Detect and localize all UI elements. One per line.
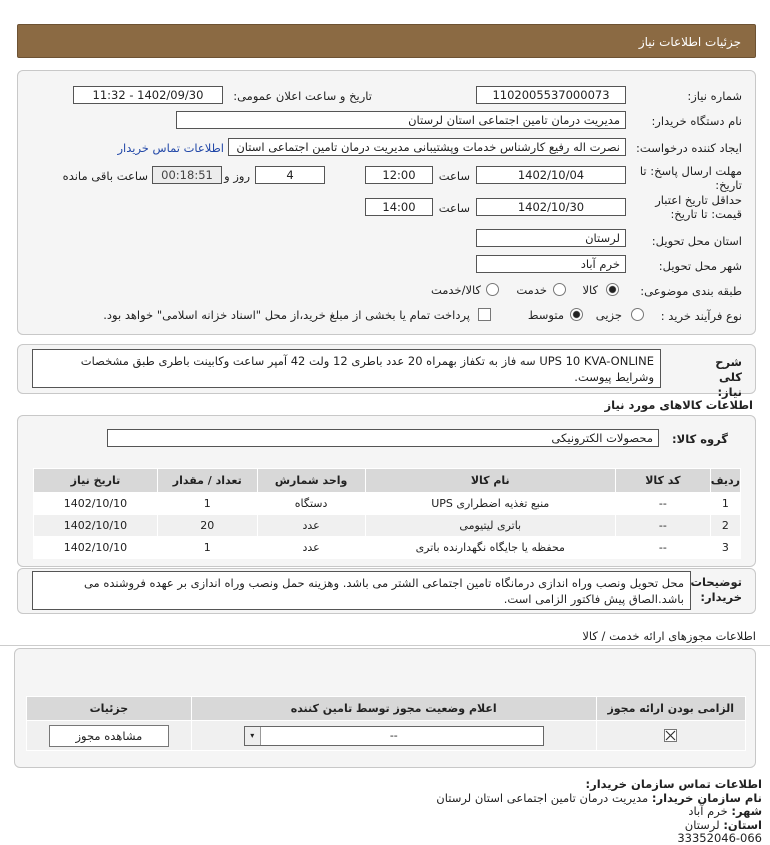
cell-date: 1402/10/10	[34, 537, 158, 559]
treasury-note: پرداخت تمام یا بخشی از مبلغ خرید،از محل "اسناد خزانه اسلامی" خواهد بود.	[103, 308, 470, 322]
process-medium-radio[interactable]	[570, 308, 583, 321]
days-label: روز و	[224, 169, 250, 183]
cell-row: 2	[710, 515, 740, 537]
announce-field[interactable]: 1402/09/30 - 11:32	[73, 86, 223, 104]
buyer-notes-label: توضیحات خریدار:	[690, 575, 742, 604]
contact-city-label: شهر:	[731, 804, 762, 818]
contact-province-value: لرستان	[684, 817, 720, 832]
days-field[interactable]: 4	[255, 166, 325, 184]
cell-code: --	[615, 493, 710, 515]
cell-date: 1402/10/10	[34, 515, 158, 537]
category-goods-radio[interactable]	[606, 283, 619, 296]
buyer-org-field[interactable]: مدیریت درمان تامین اجتماعی استان لرستان	[176, 111, 626, 129]
province-label: استان محل تحویل:	[651, 234, 742, 248]
page-title: جزئیات اطلاعات نیاز	[638, 35, 741, 49]
col-name: نام کالا	[365, 469, 615, 493]
category-service-radio[interactable]	[553, 283, 566, 296]
cell-name: منبع تغذیه اضطراری UPS	[365, 493, 615, 515]
permit-status-select[interactable]	[244, 726, 544, 746]
need-number-field[interactable]: 1102005537000073	[476, 86, 626, 104]
buyer-notes-box	[32, 571, 691, 610]
description-box	[32, 349, 661, 388]
process-medium-label: متوسط	[527, 308, 564, 322]
cell-code: --	[615, 537, 710, 559]
permit-required-cell	[596, 721, 745, 751]
cell-unit: دستگاه	[257, 493, 365, 515]
description-text: UPS 10 KVA-ONLINE سه فاز به تکفاز بهمراه 20 عدد باطری 12 ولت 42 آمپر ساعت وکابینت باطری طبق مشخصات وشرایط پیوست.	[80, 354, 654, 384]
contact-org-value: مدیریت درمان تامین اجتماعی استان لرستان	[436, 790, 649, 805]
treasury-checkbox[interactable]	[478, 308, 491, 321]
creator-field[interactable]: نصرت اله رفیع کارشناس خدمات وپشتیبانی مدیریت درمان تامین اجتماعی استان	[228, 138, 626, 156]
permit-status-cell	[191, 721, 596, 751]
permits-table	[26, 696, 746, 751]
cell-row: 3	[710, 537, 740, 559]
buyer-notes-text: محل تحویل ونصب وراه اندازی درمانگاه تامین اجتماعی الشتر می باشد. وهزینه حمل ونصب وراه اندازی بر عهده فروشنده می باشد.الصاق پیش فاکتور الزامی است.	[83, 576, 684, 606]
col-permit-required: الزامی بودن ارائه مجوز	[596, 697, 745, 721]
permits-table-header	[27, 697, 746, 721]
cell-unit: عدد	[257, 537, 365, 559]
cell-qty: 1	[157, 493, 257, 515]
permit-required-checkbox[interactable]	[664, 729, 677, 742]
category-label: طبقه بندی موضوعی:	[640, 284, 742, 298]
table-row[interactable]	[34, 515, 741, 537]
description-label: شرح کلی نیاز:	[715, 355, 742, 399]
city-label: شهر محل تحویل:	[658, 259, 742, 273]
col-code: کد کالا	[615, 469, 710, 493]
view-permit-button[interactable]: مشاهده مجوز	[49, 725, 169, 747]
cell-qty: 1	[157, 537, 257, 559]
x-mark-icon	[665, 730, 676, 741]
col-row: ردیف	[710, 469, 740, 493]
permits-title: اطلاعات مجوزهای ارائه خدمت / کالا	[582, 629, 756, 643]
cell-date: 1402/10/10	[34, 493, 158, 515]
announce-label: تاریخ و ساعت اعلان عمومی:	[233, 89, 372, 103]
validity-label: حداقل تاریخ اعتبار قیمت: تا تاریخ:	[655, 193, 742, 221]
permits-divider	[0, 645, 770, 646]
category-service-label: خدمت	[516, 283, 547, 297]
category-both-label: کالا/خدمت	[430, 283, 481, 297]
page-header	[17, 24, 756, 58]
goods-group-label: گروه کالا:	[672, 432, 728, 446]
deadline-date-field[interactable]: 1402/10/04	[476, 166, 626, 184]
cell-name: محفظه یا جایگاه نگهدارنده باتری	[365, 537, 615, 559]
category-goods-label: کالا	[582, 283, 598, 297]
cell-code: --	[615, 515, 710, 537]
col-date: تاریخ نیاز	[34, 469, 158, 493]
buyer-org-label: نام دستگاه خریدار:	[651, 114, 742, 128]
buyer-contact-link[interactable]: اطلاعات تماس خریدار	[117, 141, 224, 155]
province-field[interactable]: لرستان	[476, 229, 626, 247]
permit-details-cell	[27, 721, 192, 751]
goods-table	[33, 468, 741, 559]
goods-group-field[interactable]: محصولات الکترونیکی	[107, 429, 659, 447]
contact-org-label: نام سازمان خریدار:	[651, 790, 762, 805]
goods-table-header	[34, 469, 741, 493]
dropdown-arrow-icon[interactable]: ▾	[245, 727, 261, 745]
contact-section	[436, 778, 762, 845]
contact-phone: 33352046-066	[677, 831, 762, 845]
category-both-radio[interactable]	[486, 283, 499, 296]
need-number-label: شماره نیاز:	[687, 89, 742, 103]
table-row[interactable]	[34, 537, 741, 559]
cell-qty: 20	[157, 515, 257, 537]
process-partial-radio[interactable]	[631, 308, 644, 321]
validity-time-field[interactable]: 14:00	[365, 198, 433, 216]
remaining-label: ساعت باقی مانده	[62, 169, 148, 183]
col-unit: واحد شمارش	[257, 469, 365, 493]
deadline-time-field[interactable]: 12:00	[365, 166, 433, 184]
contact-city-value: خرم آباد	[688, 804, 728, 818]
process-label: نوع فرآیند خرید :	[660, 309, 742, 323]
permit-status-value: --	[389, 728, 398, 742]
permit-row	[27, 721, 746, 751]
col-permit-status: اعلام وضعیت مجوز توسط تامین کننده	[191, 697, 596, 721]
remaining-time-field: 00:18:51	[152, 166, 222, 184]
validity-date-field[interactable]: 1402/10/30	[476, 198, 626, 216]
validity-time-label: ساعت	[438, 201, 470, 215]
contact-title: اطلاعات تماس سازمان خریدار:	[585, 777, 762, 791]
col-qty: تعداد / مقدار	[157, 469, 257, 493]
cell-unit: عدد	[257, 515, 365, 537]
deadline-label: مهلت ارسال پاسخ: تا تاریخ:	[639, 164, 742, 192]
table-row[interactable]	[34, 493, 741, 515]
goods-section-title: اطلاعات کالاهای مورد نیاز	[604, 398, 753, 412]
deadline-time-label: ساعت	[438, 169, 470, 183]
cell-row: 1	[710, 493, 740, 515]
contact-province-label: استان:	[723, 817, 762, 832]
creator-label: ایجاد کننده درخواست:	[636, 141, 742, 155]
city-field[interactable]: خرم آباد	[476, 255, 626, 273]
cell-name: باتری لیتیومی	[365, 515, 615, 537]
process-partial-label: جزیی	[595, 308, 622, 322]
col-permit-details: جزئیات	[27, 697, 192, 721]
